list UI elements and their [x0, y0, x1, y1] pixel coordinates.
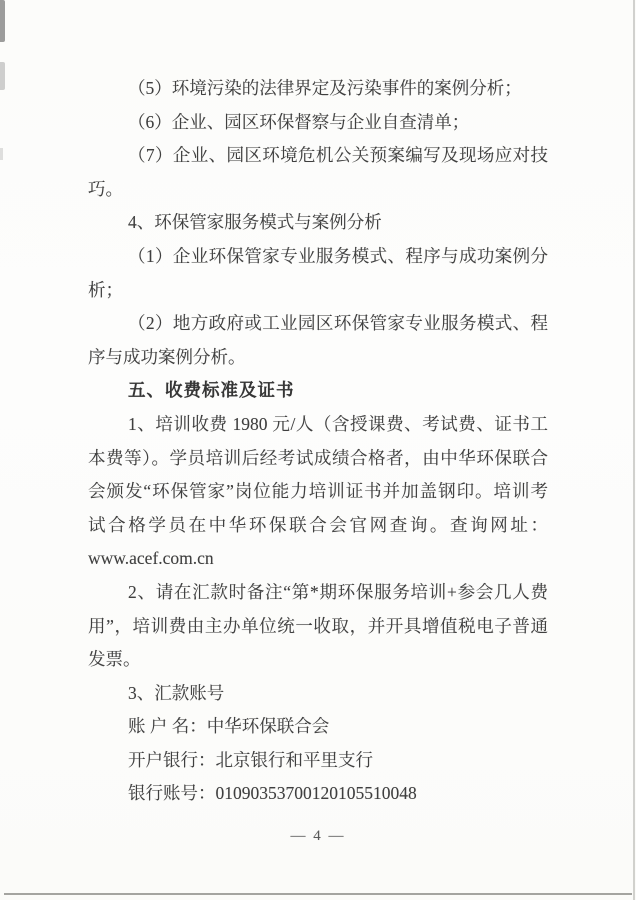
- text-line: 本费等）。学员培训后经考试成绩合格者，由中华环保联合: [88, 447, 548, 468]
- text-line: 序与成功案例分析。: [88, 346, 246, 367]
- text-line: 开户银行：北京银行和平里支行: [128, 749, 373, 770]
- document-text-block: [88, 72, 548, 811]
- text-line: 4、环保管家服务模式与案例分析: [128, 212, 382, 233]
- text-line: 用”，培训费由主办单位统一收取，并开具增值税电子普通: [88, 615, 548, 636]
- text-line: www.acef.com.cn: [88, 548, 214, 569]
- text-line: 1、培训收费 1980 元/人（含授课费、考试费、证书工: [128, 413, 548, 434]
- text-line: 2、请在汇款时备注“第*期环保服务培训+参会几人费: [128, 581, 548, 602]
- page-number: — 4 —: [290, 828, 346, 844]
- text-line: 析；: [88, 279, 123, 300]
- text-line: （6）企业、园区环保督察与企业自查清单；: [128, 111, 470, 132]
- text-line: 账 户 名：中华环保联合会: [128, 716, 330, 737]
- text-line: 巧。: [88, 178, 123, 199]
- scan-edge-mark: [0, 0, 5, 42]
- text-line: 银行账号：01090353700120105510048: [128, 783, 417, 804]
- text-line: （1）企业环保管家专业服务模式、程序与成功案例分: [128, 245, 548, 266]
- text-line: 3、汇款账号: [128, 682, 225, 703]
- text-line: （5）环境污染的法律界定及污染事件的案例分析；: [128, 78, 522, 98]
- text-line: 发票。: [88, 649, 141, 670]
- text-line: 会颁发“环保管家”岗位能力培训证书并加盖钢印。培训考: [88, 481, 548, 502]
- text-line: 试合格学员在中华环保联合会官网查询。查询网址：: [88, 514, 548, 535]
- scan-edge-mark: [0, 62, 5, 90]
- text-line: （2）地方政府或工业园区环保管家专业服务模式、程: [128, 313, 548, 334]
- scan-edge-mark: [0, 148, 3, 160]
- scan-edge-line-right: [633, 0, 635, 900]
- text-line: 五、收费标准及证书: [128, 380, 295, 401]
- scan-edge-line-bottom: [4, 893, 632, 895]
- text-line: （7）企业、园区环境危机公关预案编写及现场应对技: [128, 145, 548, 166]
